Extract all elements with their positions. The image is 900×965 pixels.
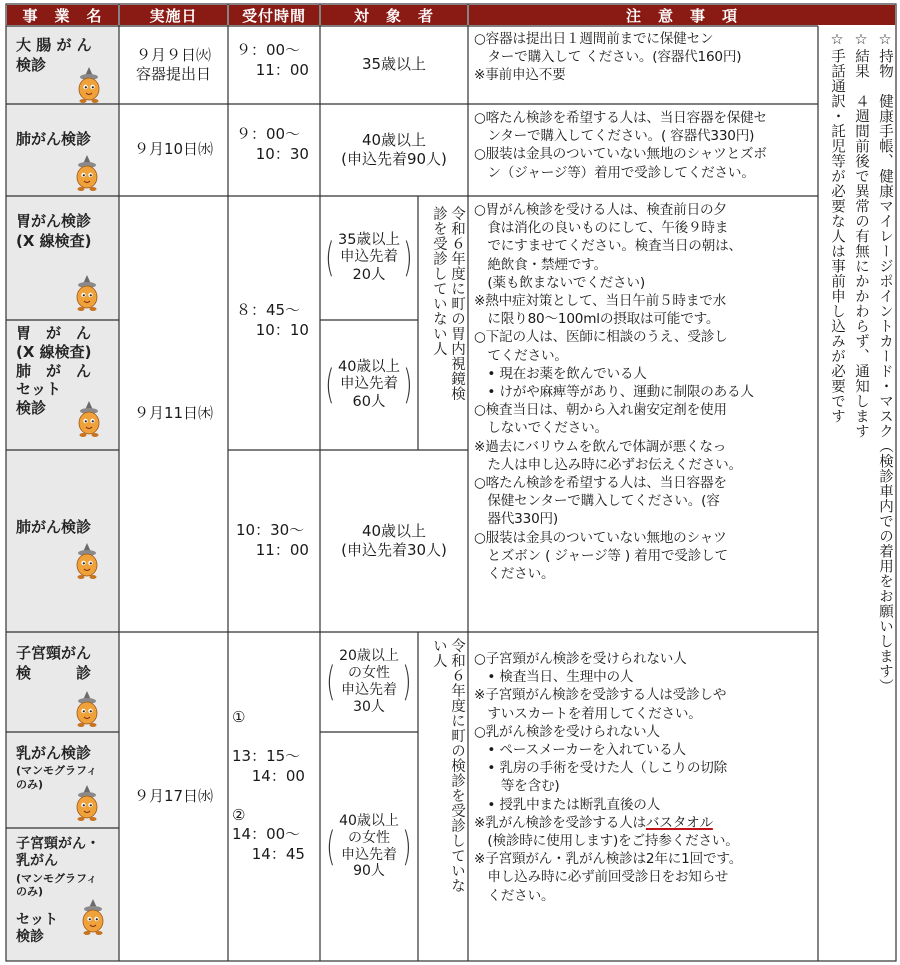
row-daicho-name — [6, 26, 119, 104]
notes-i-group: ○胃がん検診を受ける人は、検査前日の夕 食は消化の良いものにして、午後９時ま でにすませてください。検査当日の朝は、 絶飲食・禁煙です。 (薬も飲まないでください) ※熱中症対策として、当日午前５時まで水 に限り80～100mlの摂取は可能です。 ○下記の人は、医師に相談のうえ、受診し てください。 • 現在お薬を飲んでいる人 • けがや麻痺等があり、運動に制限のある人 ○検査当日は、朝から入れ歯安定剤を使用 しないでください。 ※過去にバリウムを飲んで体調が悪くなっ た人は申し込み時に必ずお伝えください。 ○喀たん検診を希望する人は、当日容器を 保健センターで購入してください。(容 器代330円) ○服装は金具のついていない無地のシャツ とズボン ( ジャージ等 ) 着用で受診して ください。 — [474, 202, 754, 583]
target-hai1: 40歳以上 (申込先着90人) — [341, 130, 447, 168]
program-name-shikyu: 子宮頸がん 検 診 — [16, 644, 92, 682]
notes-hai1: ○喀たん検診を希望する人は、当日容器を保健セ ンターで購入してください。( 容器代330円) ○服装は金具のついていない無地のシャツとズボ ン（ジャージ等）着用で受診してください。 — [474, 110, 767, 181]
target-nyu — [320, 732, 418, 961]
program-name-set-b: (マンモグラフィ のみ) — [16, 872, 98, 899]
date-hai1: ９月10日㈬ — [133, 140, 214, 159]
time-i-group: ８：45～ 10：10 — [236, 301, 309, 340]
vertical-note-i: 令和６年度に町の胃内視鏡検 診を受診していない人 — [430, 206, 465, 401]
header-jigyo: 事 業 名 — [7, 5, 118, 25]
program-name-nyu: 乳がん検診 — [16, 744, 92, 762]
program-name-i-set: 胃 が ん (X 線検査) 肺 が ん セット 検診 — [16, 324, 92, 417]
row-iset-name — [6, 320, 119, 450]
program-name-set-c: セット 検診 — [16, 912, 58, 945]
side-note-belongings: ☆持物 健康手帳、健康マイレージポイントカード・マスク（検診車内での着用をお願いします） — [877, 32, 893, 694]
vertical-note-women: 令和６年度に町の検診を受診していな い人 — [430, 638, 465, 893]
paren-right: ) — [403, 235, 413, 281]
paren-right: ) — [402, 659, 412, 705]
paren-left: ( — [325, 362, 335, 408]
side-note-results: ☆結果 ４週間前後で異常の有無にかかわらず、通知します — [853, 32, 869, 439]
mascot-icon — [72, 274, 102, 312]
program-name-nyu-sub: (マンモグラフィ のみ) — [16, 764, 98, 792]
program-name-hai2: 肺がん検診 — [16, 518, 92, 536]
row-shikyu-name — [6, 632, 119, 732]
side-note-interpreter: ☆手話通訳・託児等が必要な人は事前申し込みが必要です — [829, 32, 845, 424]
notes-women — [468, 647, 818, 905]
date-daicho: ９月９日㈫ 容器提出日 — [135, 45, 211, 83]
row-set-name — [6, 828, 119, 961]
header-notes: 注 意 事 項 — [469, 5, 895, 25]
program-name-set-a: 子宮頸がん・ 乳がん — [16, 836, 100, 869]
program-name-daicho: 大 腸 が ん 検診 — [16, 36, 92, 74]
paren-right: ) — [403, 362, 413, 408]
target-shikyu-text: 20歳以上 の女性 申込先着 30人 — [339, 648, 399, 715]
target-i-text: 35歳以上 申込先着 20人 — [338, 231, 400, 283]
notes-women-underlined: バスタオル — [645, 814, 713, 831]
target-i — [320, 196, 418, 320]
target-nyu-text: 40歳以上 の女性 申込先着 90人 — [339, 812, 399, 880]
mascot-icon — [72, 690, 102, 728]
mascot-icon — [72, 542, 102, 580]
mascot-icon — [74, 66, 104, 104]
target-hai2: 40歳以上 (申込先着30人) — [341, 521, 447, 559]
row-i-name — [6, 196, 119, 320]
notes-women-a: ○子宮頸がん検診を受けられない人 • 検査当日、生理中の人 ※子宮頸がん検診を受診する人は受診しや すいスカートを着用してください。 ○乳がん検診を受けられない人 • ペースメーカーを入れている人 • 乳房の手術を受けた人（しこりの切除 等を含む) • 授乳中または断乳直後の人 ※乳がん検診を受診する人は — [474, 651, 728, 831]
paren-left: ( — [326, 659, 336, 705]
mascot-icon — [72, 784, 102, 822]
paren-right: ) — [402, 823, 412, 870]
paren-left: ( — [326, 823, 336, 870]
mascot-icon — [72, 154, 102, 192]
mascot-icon — [78, 898, 108, 936]
program-name-hai1: 肺がん検診 — [16, 130, 92, 148]
time-daicho: ９：00～ 11：00 — [236, 41, 309, 80]
target-iset — [320, 320, 418, 450]
notes-daicho: ○容器は提出日１週間前までに保健セン ターで購入して ください。(容器代160円) ※事前申込不要 — [474, 31, 742, 84]
time-hai1: ９：00～ 10：30 — [236, 125, 309, 164]
header-target: 対 象 者 — [321, 5, 467, 25]
date-women: ９月17日㈬ — [133, 786, 214, 805]
mascot-icon — [74, 400, 104, 438]
header-time: 受付時間 — [229, 5, 319, 25]
time-women: ① 13：15～ 14：00 ② 14：00～ 14：45 — [232, 708, 305, 863]
header-date: 実施日 — [120, 5, 227, 25]
notes-women-b: (検診時に使用します)をご持参ください。 ※子宮頸がん・乳がん検診は2年に1回です。 申し込み時に必ず前回受診日をお知らせ ください。 — [474, 833, 743, 904]
program-name-i: 胃がん検診 (X 線検査) — [16, 212, 92, 250]
date-i-group: ９月11日㈭ — [133, 404, 214, 423]
target-iset-text: 40歳以上 申込先着 60人 — [338, 358, 400, 410]
row-hai1-name — [6, 104, 119, 196]
time-hai2: 10：30～ 11：00 — [236, 521, 309, 560]
target-shikyu — [320, 632, 418, 732]
row-nyu-name — [6, 732, 119, 828]
paren-left: ( — [325, 235, 335, 281]
row-hai2-name — [6, 450, 119, 632]
target-daicho: 35歳以上 — [361, 55, 427, 74]
